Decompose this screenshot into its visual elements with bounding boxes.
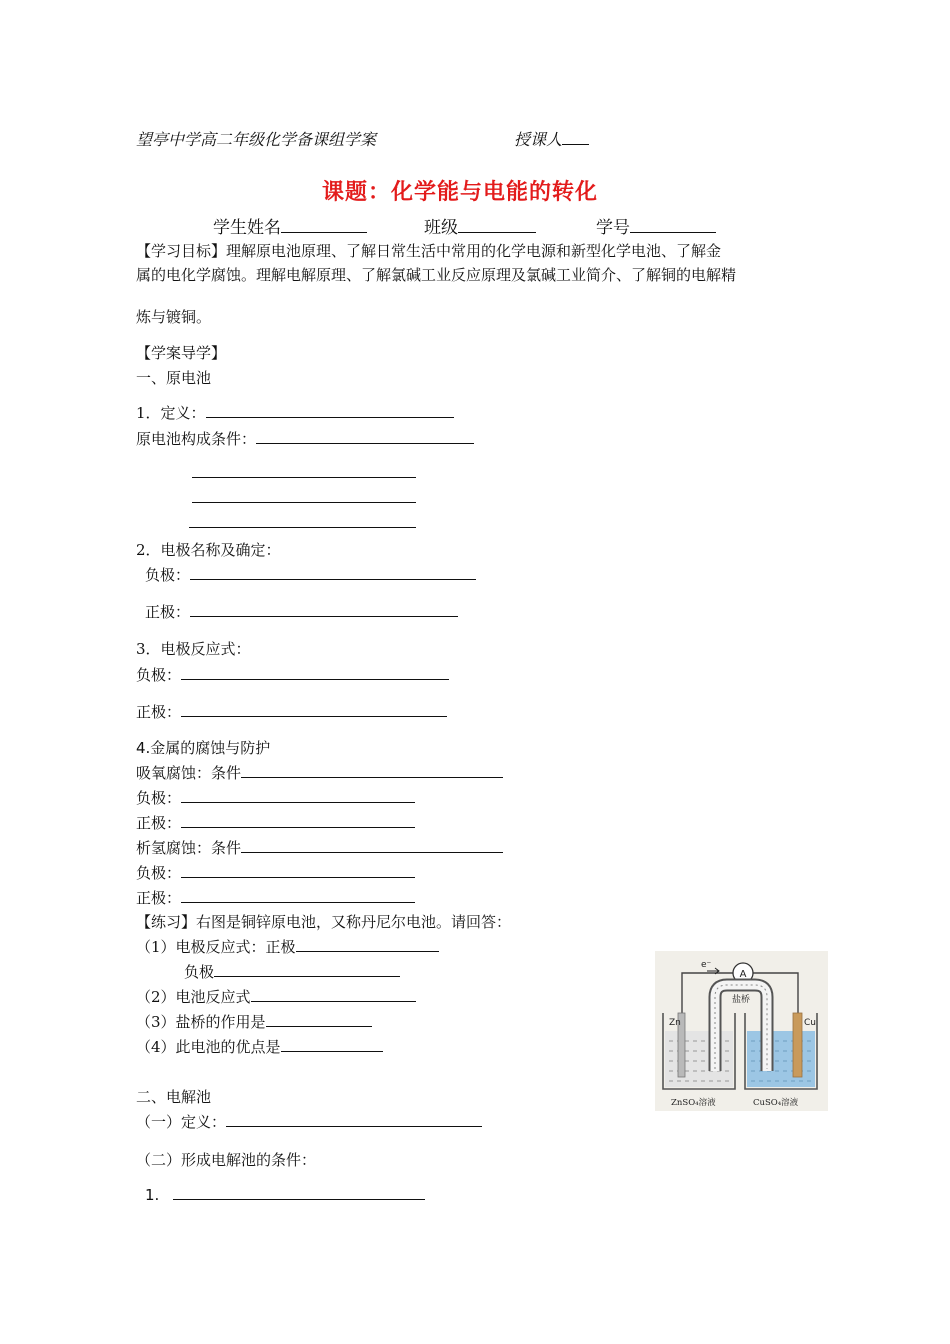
q2-positive <box>145 601 458 622</box>
section2-item-1-label: 1. <box>145 1186 160 1204</box>
q4-hydrogen <box>136 837 503 858</box>
section2-conditions: （二）形成电解池的条件： <box>136 1151 317 1169</box>
student-number-field <box>596 213 716 238</box>
exercise-intro: 【练习】右图是铜锌原电池，又称丹尼尔电池。请回答： <box>136 913 512 931</box>
q4-heading: 4.金属的腐蚀与防护 <box>136 739 271 757</box>
q1-conditions <box>136 428 474 449</box>
q1-definition-label: 1．定义： <box>136 404 206 422</box>
section1-heading: 一、原电池 <box>136 369 212 387</box>
student-class-label: 班级 <box>424 218 458 238</box>
section2-definition-label: （一）定义： <box>136 1113 227 1131</box>
section2-item-1 <box>145 1185 425 1204</box>
svg-text:CuSO₄溶液: CuSO₄溶液 <box>753 1098 799 1108</box>
q4-oxygen-negative <box>136 787 415 808</box>
q2-positive-label: 正极： <box>145 603 191 621</box>
q4-hydrogen-positive <box>136 887 415 908</box>
q4-oxygen-positive-label: 正极： <box>136 814 182 832</box>
student-name-field <box>213 213 367 238</box>
section2-heading: 二、电解池 <box>136 1088 212 1106</box>
student-class-field <box>424 213 536 238</box>
q2-negative-label: 负极： <box>145 566 191 584</box>
svg-text:Cu: Cu <box>804 1018 816 1028</box>
q3-positive <box>136 701 447 722</box>
q2-heading: 2．电极名称及确定： <box>136 541 281 559</box>
q4-hydrogen-label: 析氢腐蚀：条件 <box>136 839 242 857</box>
q1-conditions-label: 原电池构成条件： <box>136 430 257 448</box>
exercise-q3 <box>136 1011 372 1032</box>
daniell-cell-figure <box>655 951 828 1111</box>
exercise-q4 <box>136 1036 383 1057</box>
blank-line-2 <box>192 502 416 503</box>
blank-line-3 <box>189 527 416 528</box>
blank-line-1 <box>192 477 416 478</box>
svg-text:ZnSO₄溶液: ZnSO₄溶液 <box>671 1098 716 1108</box>
q4-oxygen-label: 吸氧腐蚀：条件 <box>136 764 242 782</box>
q4-oxygen-negative-label: 负极： <box>136 789 182 807</box>
svg-text:A: A <box>739 969 747 980</box>
q3-heading: 3．电极反应式： <box>136 640 251 658</box>
student-name-label: 学生姓名 <box>213 218 281 238</box>
q4-hydrogen-positive-label: 正极： <box>136 889 182 907</box>
objective-line-2: 属的电化学腐蚀。理解电解原理、了解氯碱工业反应原理及氯碱工业简介、了解铜的电解精 <box>136 266 737 284</box>
header-title: 望亭中学高二年级化学备课组学案 <box>136 130 377 149</box>
exercise-q1-negative <box>184 961 400 982</box>
objective-line-1: 【学习目标】理解原电池原理、了解日常生活中常用的化学电源和新型化学电池、了解金 <box>136 242 722 260</box>
q4-hydrogen-negative <box>136 862 415 883</box>
q3-negative <box>136 664 449 685</box>
header-teacher-label: 授课人 <box>514 130 563 149</box>
student-number-label: 学号 <box>596 218 630 238</box>
exercise-q4-label: （4）此电池的优点是 <box>136 1038 281 1056</box>
q4-oxygen-positive <box>136 812 415 833</box>
guide-heading: 【学案导学】 <box>136 344 227 362</box>
header-teacher <box>514 127 589 150</box>
q3-negative-label: 负极： <box>136 666 182 684</box>
q1-definition <box>136 402 454 423</box>
objective-line-3: 炼与镀铜。 <box>136 308 212 326</box>
q2-negative <box>145 564 476 585</box>
svg-text:Zn: Zn <box>669 1018 681 1028</box>
svg-text:盐桥: 盐桥 <box>731 995 751 1005</box>
exercise-q1-negative-label: 负极 <box>184 963 215 981</box>
page-title: 课题：化学能与电能的转化 <box>322 180 599 205</box>
exercise-q1-label: （1）电极反应式：正极 <box>136 938 296 956</box>
section2-definition <box>136 1111 482 1132</box>
q4-oxygen <box>136 762 503 783</box>
svg-text:e⁻: e⁻ <box>701 960 712 970</box>
exercise-q3-label: （3）盐桥的作用是 <box>136 1013 266 1031</box>
exercise-q2-label: （2）电池反应式 <box>136 988 251 1006</box>
exercise-q2 <box>136 986 416 1007</box>
q4-hydrogen-negative-label: 负极： <box>136 864 182 882</box>
exercise-q1 <box>136 936 439 957</box>
q3-positive-label: 正极： <box>136 703 182 721</box>
